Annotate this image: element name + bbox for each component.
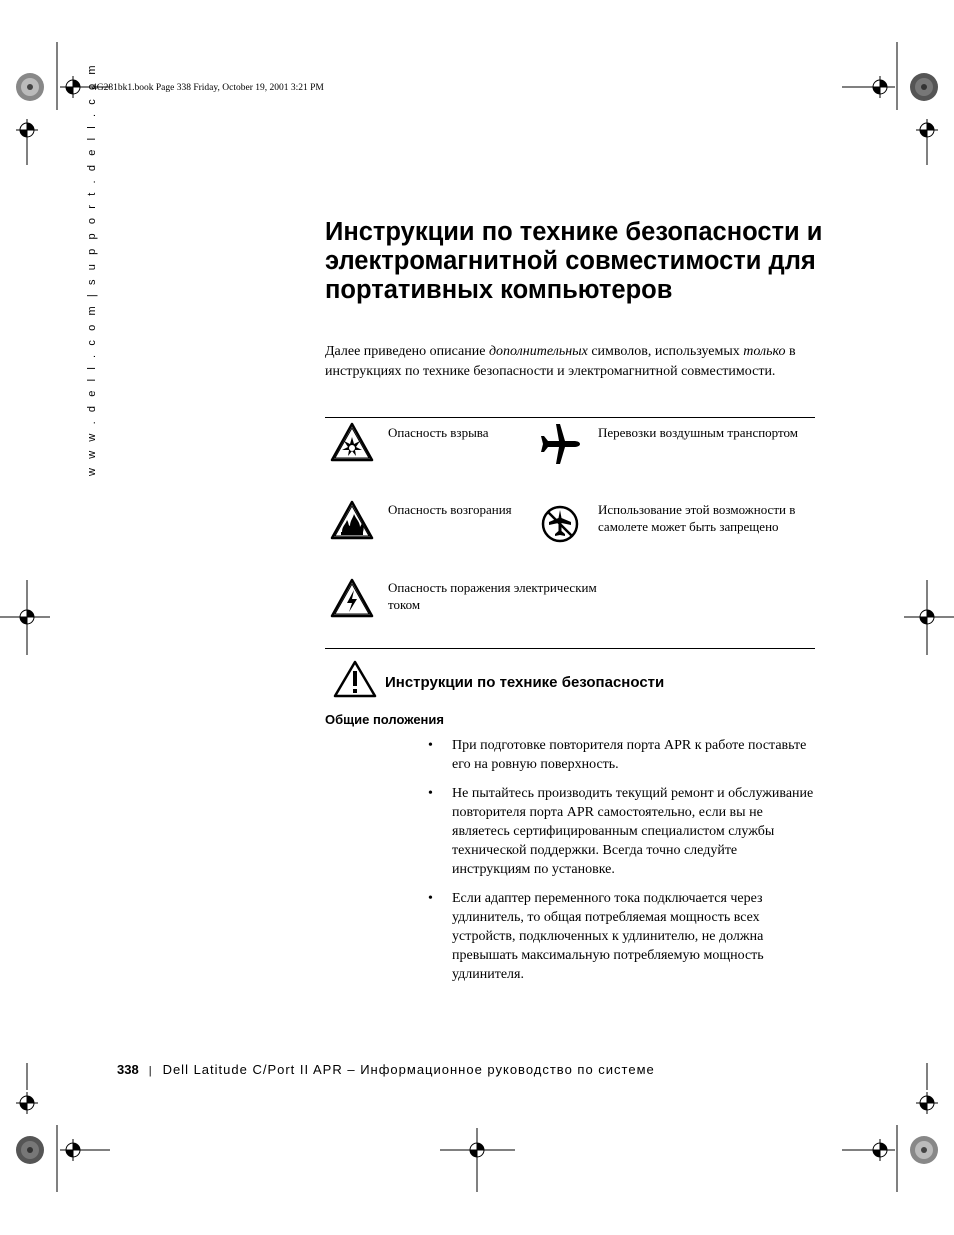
bullet-text: При подготовке повторителя порта APR к работе поставьте его на ровную поверхность. bbox=[452, 738, 807, 772]
intro-text: Далее приведено описание bbox=[325, 344, 489, 359]
intro-paragraph bbox=[325, 342, 805, 382]
intro-text: в инструкциях по технике безопасности и электромагнитной совместимости. bbox=[325, 344, 796, 379]
intro-text: символов, используемых bbox=[587, 344, 744, 359]
symbol-label: Опасность поражения электрическим током bbox=[388, 580, 597, 612]
bullet-text: Не пытайтесь производить текущий ремонт и обслуживание повторителя порта APR самостоятельно, если вы не являетесь сертифицированным специалистом службы технической поддержки. Всегда точно следуйте инструкциям по установке. bbox=[452, 786, 814, 877]
bullet-marker: • bbox=[428, 738, 433, 753]
safety-section-title: Инструкции по технике безопасности bbox=[385, 674, 665, 691]
safety-bullet-list bbox=[426, 736, 816, 994]
electric-shock-warning-icon bbox=[330, 576, 374, 620]
symbol-label: Опасность возгорания bbox=[388, 502, 512, 517]
intro-italic: дополнительных bbox=[488, 344, 588, 359]
footer-separator: | bbox=[148, 1065, 153, 1077]
list-item bbox=[426, 784, 816, 879]
list-item bbox=[426, 736, 816, 774]
symbol-label: Использование этой возможности в самолете может быть запрещено bbox=[598, 502, 796, 534]
side-url: w w w . d e l l . c o m | s u p p o r t . d e l l . c o m bbox=[86, 62, 98, 476]
symbol-label: Перевозки воздушным транспортом bbox=[598, 425, 798, 440]
page-number: 338 bbox=[117, 1062, 139, 1077]
bullet-marker: • bbox=[428, 786, 433, 801]
fire-warning-icon bbox=[330, 498, 374, 542]
page-title: Инструкции по технике безопасности и электромагнитной совместимости для портативных компьютеров bbox=[325, 218, 823, 304]
list-item bbox=[426, 889, 816, 984]
symbols-bottom-rule bbox=[325, 648, 815, 649]
bullet-marker: • bbox=[428, 891, 433, 906]
no-airplane-icon bbox=[538, 502, 582, 546]
bullet-text: Если адаптер переменного тока подключается через удлинитель, то общая потребляемая мощность всех устройств, подключенных к удлинителю, не должна превышать максимальную потребляемую мощность удлинителя. bbox=[452, 891, 764, 982]
symbol-label: Опасность взрыва bbox=[388, 425, 489, 440]
airplane-icon bbox=[538, 422, 582, 466]
caution-icon bbox=[333, 660, 377, 698]
explosion-warning-icon bbox=[330, 420, 374, 464]
print-header: 4G281bk1.book Page 338 Friday, October 19, 2001 3:21 PM bbox=[92, 83, 324, 93]
general-subheading: Общие положения bbox=[325, 712, 444, 727]
page-footer bbox=[117, 1062, 655, 1077]
footer-text: Dell Latitude C/Port II APR – Информационное руководство по системе bbox=[162, 1062, 655, 1077]
intro-italic: только bbox=[743, 344, 786, 359]
symbols-top-rule bbox=[325, 417, 815, 418]
